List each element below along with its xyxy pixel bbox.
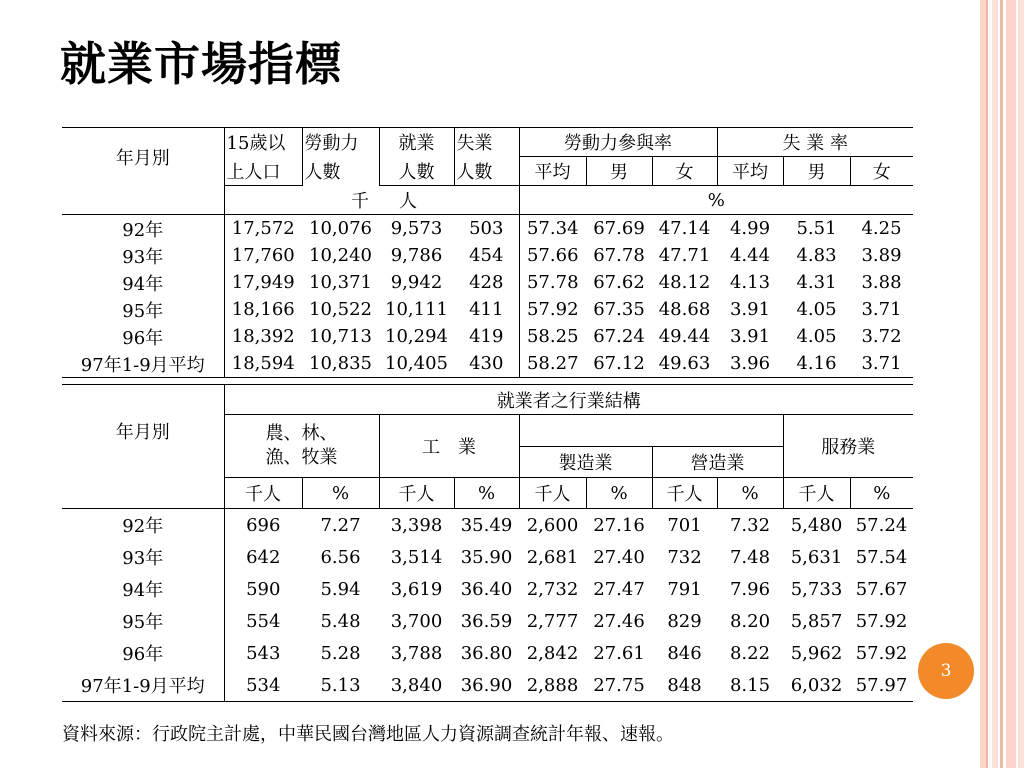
cell-emp: 10,405	[379, 350, 454, 378]
unit-thousand: 千	[224, 186, 379, 215]
cell-lf-m: 67.12	[586, 350, 652, 378]
cell-ind-n: 3,514	[390, 546, 443, 568]
table-row	[62, 242, 913, 269]
header-population-2: 上人口	[224, 157, 302, 186]
cell-lf-m: 67.24	[593, 326, 645, 347]
cell-svc-p: 57.67	[855, 578, 908, 600]
row-year: 97年1-9月平均	[62, 669, 224, 702]
header-ur-male: 男	[783, 157, 850, 186]
cell-con-n: 829	[667, 610, 702, 632]
row-year: 92年	[122, 219, 164, 241]
cell-con-n: 848	[652, 669, 717, 702]
cell-unemp: 430	[454, 350, 519, 378]
row-header-2: 年月別	[62, 385, 224, 478]
cell-lf-f: 47.14	[658, 218, 711, 239]
cell-mfg-n: 2,888	[519, 669, 586, 702]
cell-con-n: 701	[667, 514, 702, 536]
cell-ind-p: 36.90	[454, 669, 519, 702]
cell-mfg-p: 27.61	[593, 642, 645, 664]
source-note: 資料來源：行政院主計處，中華民國台灣地區人力資源調查統計年報、速報。	[62, 724, 674, 745]
header-lfpr-avg: 平均	[519, 157, 586, 186]
table-row	[62, 509, 913, 542]
cell-emp: 9,786	[390, 245, 443, 266]
unit-percent: %	[586, 478, 652, 509]
cell-svc-n: 5,480	[790, 514, 843, 536]
unit-percent: %	[302, 478, 379, 509]
table-row	[62, 269, 913, 296]
unit-percent: %	[519, 186, 913, 215]
header-employed-2: 人數	[379, 157, 454, 186]
slide-title: 就業市場指標	[60, 37, 342, 91]
cell-emp: 9,942	[390, 272, 443, 293]
cell-ind-p: 36.80	[460, 642, 513, 664]
unit-thousand-people: 千人	[519, 478, 586, 509]
cell-pop: 17,949	[224, 269, 302, 296]
cell-agri-n: 543	[224, 637, 302, 669]
row-year: 95年	[122, 612, 164, 633]
cell-ur-f: 4.25	[861, 218, 902, 239]
decor-stripe	[1006, 0, 1016, 768]
cell-svc-n: 6,032	[783, 669, 850, 702]
page-number-badge: 3	[918, 643, 974, 699]
cell-unemp: 428	[469, 272, 504, 293]
cell-ur-m: 4.05	[796, 299, 837, 320]
cell-mfg-p: 27.16	[593, 514, 645, 536]
table-row	[62, 296, 913, 323]
unit-thousand-people: 千人	[224, 478, 302, 509]
cell-svc-p: 57.54	[855, 546, 908, 568]
row-year: 93年	[122, 548, 164, 569]
unit-percent: %	[850, 478, 913, 509]
cell-ur-avg: 4.44	[729, 245, 771, 266]
cell-mfg-p: 27.40	[593, 546, 645, 568]
table-row	[62, 669, 913, 702]
cell-con-n: 791	[667, 578, 702, 600]
cell-ind-p: 35.49	[460, 514, 513, 536]
header-lfpr-male: 男	[586, 157, 652, 186]
header-unemployment-rate: 失 業 率	[717, 128, 913, 157]
header-unemployed: 失業	[454, 128, 519, 157]
header-lfpr-female: 女	[652, 157, 717, 186]
header-labor-force: 勞動力	[302, 128, 379, 157]
cell-lf-f: 48.68	[658, 299, 711, 320]
cell-ind-n: 3,840	[379, 669, 454, 702]
cell-lf-m: 67.69	[593, 218, 645, 239]
decor-stripe	[1000, 0, 1003, 768]
table-row	[62, 605, 913, 637]
cell-ur-avg: 4.99	[729, 218, 771, 239]
cell-unemp: 503	[469, 218, 504, 239]
cell-ur-m: 4.16	[783, 350, 850, 378]
cell-svc-n: 5,857	[790, 610, 843, 632]
cell-ur-f: 3.88	[861, 272, 902, 293]
cell-svc-n: 5,962	[790, 642, 843, 664]
decor-stripe	[986, 0, 988, 768]
row-year: 97年1-9月平均	[62, 350, 224, 378]
cell-svc-p: 57.92	[855, 610, 908, 632]
table-row	[62, 637, 913, 669]
cell-con-p: 7.48	[729, 546, 771, 568]
unit-thousand-people: 千人	[783, 478, 850, 509]
cell-labor: 10,240	[309, 245, 372, 266]
cell-ur-avg: 4.13	[729, 272, 771, 293]
cell-lf-f: 48.12	[658, 272, 711, 293]
unit-thousand-people: 千人	[379, 478, 454, 509]
table-row	[62, 215, 913, 243]
cell-agri-p: 7.27	[320, 514, 361, 536]
cell-con-p: 8.20	[729, 610, 771, 632]
cell-labor: 10,835	[302, 350, 379, 378]
cell-ur-m: 4.05	[796, 326, 837, 347]
cell-mfg-p: 27.75	[586, 669, 652, 702]
header-industry: 工 業	[379, 415, 519, 478]
cell-unemp: 411	[469, 299, 504, 320]
cell-con-p: 7.32	[729, 514, 771, 536]
labor-indicators-table	[62, 127, 913, 378]
table-row	[62, 573, 913, 605]
cell-ur-m: 4.83	[796, 245, 837, 266]
cell-labor: 10,713	[309, 326, 372, 347]
cell-mfg-p: 27.46	[593, 610, 645, 632]
cell-lf-f: 49.44	[658, 326, 711, 347]
row-year: 96年	[122, 644, 164, 665]
cell-agri-n: 696	[224, 509, 302, 542]
cell-agri-n: 642	[224, 541, 302, 573]
cell-lf-avg: 57.66	[519, 242, 586, 269]
header-ur-avg: 平均	[717, 157, 783, 186]
cell-lf-m: 67.62	[593, 272, 645, 293]
cell-labor: 10,522	[309, 299, 372, 320]
cell-svc-p: 57.92	[855, 642, 908, 664]
cell-emp: 10,294	[385, 326, 448, 347]
unit-thousand-people: 千人	[652, 478, 717, 509]
cell-lf-avg: 57.34	[519, 215, 586, 243]
industry-structure-table	[62, 384, 913, 702]
cell-ur-f: 3.89	[861, 245, 902, 266]
header-population: 15歲以	[224, 128, 302, 157]
header-labor-force-2: 人數	[302, 157, 379, 186]
header-ur-female: 女	[850, 157, 913, 186]
cell-agri-n: 554	[224, 605, 302, 637]
cell-agri-n: 590	[224, 573, 302, 605]
cell-pop: 18,392	[224, 323, 302, 350]
cell-emp: 10,111	[385, 299, 448, 320]
cell-ind-p: 36.40	[460, 578, 513, 600]
header-agriculture	[224, 415, 379, 478]
cell-unemp: 419	[469, 326, 504, 347]
row-year: 94年	[122, 580, 164, 601]
cell-lf-m: 67.78	[593, 245, 645, 266]
cell-ind-p: 35.90	[460, 546, 513, 568]
cell-lf-f: 47.71	[658, 245, 711, 266]
cell-pop: 18,594	[224, 350, 302, 378]
header-unemployed-2: 人數	[454, 157, 519, 186]
cell-ind-n: 3,398	[390, 514, 443, 536]
cell-agri-p: 6.56	[320, 546, 361, 568]
unit-thousand-2: 人	[379, 186, 519, 215]
cell-agri-n: 534	[224, 669, 302, 702]
table-row	[62, 541, 913, 573]
cell-svc-n: 5,733	[790, 578, 843, 600]
cell-ind-n: 3,788	[390, 642, 443, 664]
cell-lf-f: 49.63	[652, 350, 717, 378]
cell-agri-p: 5.13	[302, 669, 379, 702]
table-row	[62, 323, 913, 350]
cell-pop: 18,166	[224, 296, 302, 323]
cell-svc-p: 57.97	[850, 669, 913, 702]
row-year: 95年	[122, 300, 164, 322]
cell-con-n: 846	[667, 642, 702, 664]
cell-ur-f: 3.71	[861, 299, 902, 320]
cell-mfg-n: 2,681	[526, 546, 579, 568]
cell-ur-avg: 3.91	[729, 299, 771, 320]
cell-ur-f: 3.71	[850, 350, 913, 378]
cell-ind-p: 36.59	[460, 610, 513, 632]
cell-con-p: 8.15	[717, 669, 783, 702]
cell-con-p: 8.22	[729, 642, 771, 664]
cell-agri-p: 5.94	[320, 578, 361, 600]
cell-mfg-p: 27.47	[593, 578, 645, 600]
cell-svc-n: 5,631	[790, 546, 843, 568]
cell-ur-avg: 3.96	[717, 350, 783, 378]
cell-mfg-n: 2,600	[526, 514, 579, 536]
cell-lf-m: 67.35	[593, 299, 645, 320]
decor-stripe	[1018, 0, 1024, 768]
decor-stripe	[992, 0, 998, 768]
row-year: 96年	[122, 327, 164, 349]
cell-agri-p: 5.48	[320, 610, 361, 632]
header-construction: 營造業	[652, 447, 783, 478]
cell-labor: 10,371	[309, 272, 372, 293]
cell-con-p: 7.96	[729, 578, 771, 600]
cell-lf-avg: 57.92	[519, 296, 586, 323]
cell-emp: 9,573	[390, 218, 443, 239]
table-row	[62, 350, 913, 378]
cell-lf-avg: 58.27	[519, 350, 586, 378]
cell-ind-n: 3,700	[390, 610, 443, 632]
header-agriculture-2: 漁、牧業	[265, 447, 338, 468]
row-year: 94年	[122, 273, 164, 295]
row-year: 93年	[122, 246, 164, 268]
unit-percent: %	[454, 478, 519, 509]
cell-agri-p: 5.28	[320, 642, 361, 664]
cell-pop: 17,572	[224, 215, 302, 243]
cell-mfg-n: 2,842	[526, 642, 579, 664]
cell-mfg-n: 2,732	[526, 578, 579, 600]
header-lfpr: 勞動力參與率	[519, 128, 717, 157]
cell-ind-n: 3,619	[390, 578, 443, 600]
cell-ur-f: 3.72	[861, 326, 902, 347]
cell-labor: 10,076	[309, 218, 372, 239]
cell-con-n: 732	[667, 546, 702, 568]
row-header: 年月別	[62, 128, 224, 186]
cell-unemp: 454	[469, 245, 504, 266]
cell-lf-avg: 57.78	[519, 269, 586, 296]
cell-ur-avg: 3.91	[729, 326, 771, 347]
header-manufacturing: 製造業	[519, 447, 652, 478]
row-year: 92年	[122, 516, 164, 537]
header-industry-structure: 就業者之行業結構	[224, 385, 913, 415]
header-agriculture-1: 農、林、	[265, 423, 338, 444]
unit-percent: %	[717, 478, 783, 509]
cell-ur-m: 4.31	[796, 272, 837, 293]
cell-lf-avg: 58.25	[519, 323, 586, 350]
header-employed: 就業	[379, 128, 454, 157]
cell-pop: 17,760	[224, 242, 302, 269]
cell-ur-m: 5.51	[796, 218, 837, 239]
header-services: 服務業	[783, 415, 913, 478]
cell-mfg-n: 2,777	[526, 610, 579, 632]
cell-svc-p: 57.24	[855, 514, 908, 536]
